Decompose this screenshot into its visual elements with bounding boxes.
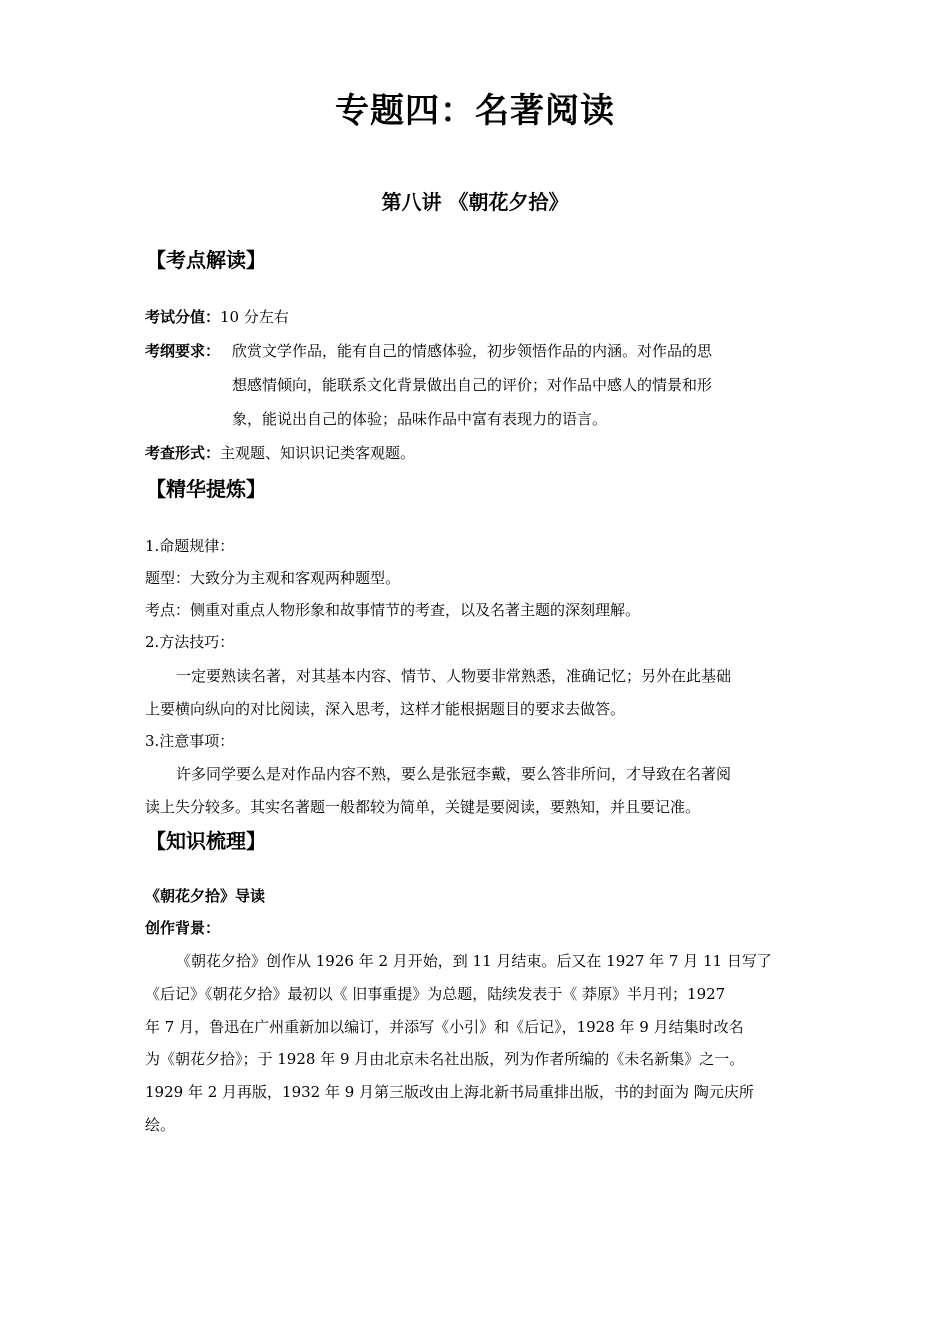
background-line: 《后记》《朝花夕拾》最初以《 旧事重提》为总题，陆续发表于《 莽原》半月刊；1927 (145, 985, 726, 1003)
exam-score-row (145, 305, 289, 329)
exam-form-value: 主观题、知识识记类客观题。 (220, 444, 416, 462)
page-title: 专题四：名著阅读 (335, 91, 615, 131)
essence-line: 题型：大致分为主观和客观两种题型。 (145, 569, 401, 587)
essence-line: 考点：侧重对重点人物形象和故事情节的考查，以及名著主题的深刻理解。 (145, 601, 641, 619)
section-heading-jinghua: 【精华提炼】 (146, 477, 266, 501)
exam-form-row (145, 441, 415, 465)
background-line: 《朝花夕拾》创作从 1926 年 2 月开始，到 11 月结束。后又在 1927 年 7 月 11 日写了 (176, 952, 772, 970)
exam-requirement-line: 想感情倾向，能联系文化背景做出自己的评价；对作品中感人的情景和形 (232, 376, 713, 394)
exam-score-value: 10 分左右 (220, 308, 289, 326)
essence-line: 3.注意事项： (145, 732, 235, 750)
exam-requirement-row (145, 339, 220, 363)
exam-form-label: 考查形式： (145, 444, 221, 462)
essence-line: 2.方法技巧： (145, 633, 235, 651)
essence-line: 读上失分较多。其实名著题一般都较为简单，关键是要阅读，要熟知，并且要记准。 (145, 798, 701, 816)
essence-line: 上要横向纵向的对比阅读，深入思考，这样才能根据题目的要求去做答。 (145, 700, 626, 718)
background-line: 1929 年 2 月再版，1932 年 9 月第三版改由上海北新书局重排出版，书的封面为 陶元庆所 (145, 1083, 754, 1101)
section-heading-kaodian: 【考点解读】 (146, 248, 266, 272)
background-line: 年 7 月，鲁迅在广州重新加以编订，并添写《小引》和《后记》，1928 年 9 月结集时改名 (145, 1018, 744, 1036)
exam-requirement-line: 象，能说出自己的体验；品味作品中富有表现力的语言。 (232, 410, 608, 428)
essence-line: 许多同学要么是对作品内容不熟，要么是张冠李戴，要么答非所问，才导致在名著阅 (176, 765, 732, 783)
background-line: 绘。 (145, 1116, 176, 1134)
essence-line: 一定要熟读名著，对其基本内容、情节、人物要非常熟悉，准确记忆；另外在此基础 (176, 667, 732, 685)
section-heading-zhishi: 【知识梳理】 (146, 829, 266, 853)
exam-requirement-label: 考纲要求： (145, 342, 221, 360)
essence-line: 1.命题规律： (145, 537, 235, 555)
guide-title: 《朝花夕拾》导读 (145, 887, 266, 905)
background-line: 为《朝花夕拾》；于 1928 年 9 月由北京未名社出版，列为作者所编的《未名新集》之一。 (145, 1050, 745, 1068)
background-label: 创作背景： (145, 919, 221, 937)
lecture-subtitle: 第八讲 《朝花夕拾》 (381, 190, 569, 214)
exam-score-label: 考试分值： (145, 308, 221, 326)
exam-requirement-line: 欣赏文学作品，能有自己的情感体验，初步领悟作品的内涵。对作品的思 (232, 342, 713, 360)
